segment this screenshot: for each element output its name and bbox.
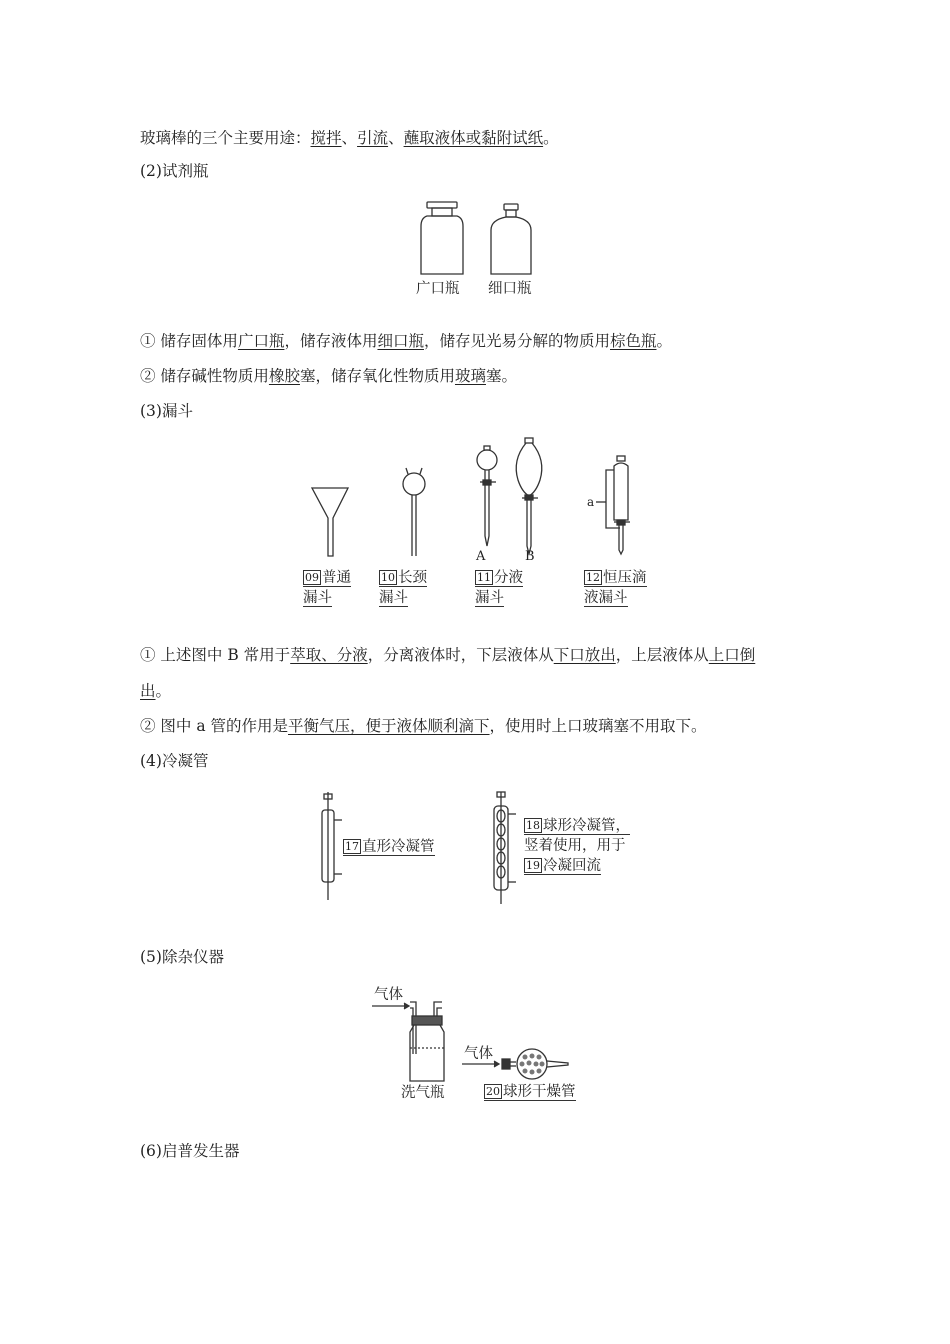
- narrow-bottle-stopper-top: [504, 204, 518, 210]
- funnel-note-2: ② 图中 a 管的作用是平衡气压，便于液体顺利滴下，使用时上口玻璃塞不用取下。: [140, 717, 707, 735]
- narrow-bottle-neck: [506, 210, 516, 217]
- answer-dip: 蘸取液体或黏附试纸: [403, 129, 544, 147]
- funnel-b-stem: [527, 500, 531, 554]
- reagent-bottle-note-2: ② 储存碱性物质用橡胶塞，储存氧化性物质用玻璃塞。: [140, 367, 517, 385]
- section-heading-reagent-bottle: (2)试剂瓶: [140, 162, 209, 180]
- section-heading-funnel: (3)漏斗: [140, 402, 193, 420]
- gas-label-1: 气体: [374, 987, 403, 1003]
- condenser-caption-18: 18 球形冷凝管， 竖着使用，用于 19 冷凝回流: [524, 818, 630, 874]
- narrow-mouth-bottle-body: [491, 217, 531, 274]
- section-heading-purifier: (5)除杂仪器: [140, 948, 224, 966]
- glass-rod-uses: 玻璃棒的三个主要用途：搅拌、引流、蘸取液体或黏附试纸。: [140, 129, 559, 147]
- reagent-bottle-note-1: ① 储存固体用广口瓶，储存液体用细口瓶，储存见光易分解的物质用棕色瓶。: [140, 332, 673, 350]
- funnel-a-bulb: [477, 450, 497, 470]
- section-heading-kipp: (6)启普发生器: [140, 1142, 240, 1160]
- letter-b-upper: B: [525, 549, 535, 564]
- funnel-caption-12: 12 恒压滴 液漏斗: [584, 570, 647, 606]
- desiccant-granules: [520, 1054, 545, 1075]
- funnel-note-1: ① 上述图中 B 常用于萃取、分液，分离液体时，下层液体从下口放出，上层液体从上口倒: [140, 646, 756, 664]
- wash-bottle-stopper: [412, 1016, 442, 1025]
- section-heading-condenser: (4)冷凝管: [140, 752, 209, 770]
- wash-bottle-body: [410, 1025, 444, 1081]
- wide-bottle-neck: [432, 208, 452, 216]
- pressure-funnel-stopper: [617, 456, 625, 461]
- funnel-caption-09: 09 普通 漏斗: [303, 570, 351, 606]
- funnel-a-stem: [485, 485, 489, 546]
- gas-label-2: 气体: [464, 1046, 493, 1062]
- purifier-figure: [372, 986, 592, 1086]
- reagent-bottle-figure: [405, 198, 555, 278]
- funnel-figure: [300, 436, 670, 566]
- answer-stir: 搅拌: [310, 129, 342, 147]
- funnel-caption-11: 11 分液 漏斗: [475, 570, 523, 606]
- pressure-equalizing-tube-a: [606, 470, 620, 528]
- funnel-note-1-cont: 出。: [140, 682, 172, 700]
- label-wash-bottle: 洗气瓶: [401, 1085, 445, 1101]
- condenser-caption-17: 17 直形冷凝管: [345, 839, 435, 855]
- bottle-drawings: [405, 198, 555, 278]
- label-drying-tube: 20 球形干燥管: [486, 1084, 576, 1100]
- pressure-funnel-body: [614, 463, 628, 520]
- label-wide-mouth-bottle: 广口瓶: [416, 281, 460, 297]
- funnel-b-body: [516, 443, 542, 496]
- wide-bottle-stopper-top: [427, 202, 457, 208]
- funnel-drawings: [300, 436, 670, 566]
- letter-a-upper: A: [476, 549, 486, 564]
- ordinary-funnel: [312, 488, 348, 556]
- funnel-caption-10: 10 长颈 漏斗: [379, 570, 427, 606]
- letter-a-tube: a: [587, 495, 595, 509]
- funnel-b-stopper: [525, 438, 533, 443]
- purifier-drawings: [372, 986, 592, 1086]
- long-neck-funnel-bulb: [403, 473, 425, 495]
- label-narrow-mouth-bottle: 细口瓶: [488, 281, 532, 297]
- wide-mouth-bottle-body: [421, 216, 463, 274]
- answer-drain: 引流: [357, 129, 389, 147]
